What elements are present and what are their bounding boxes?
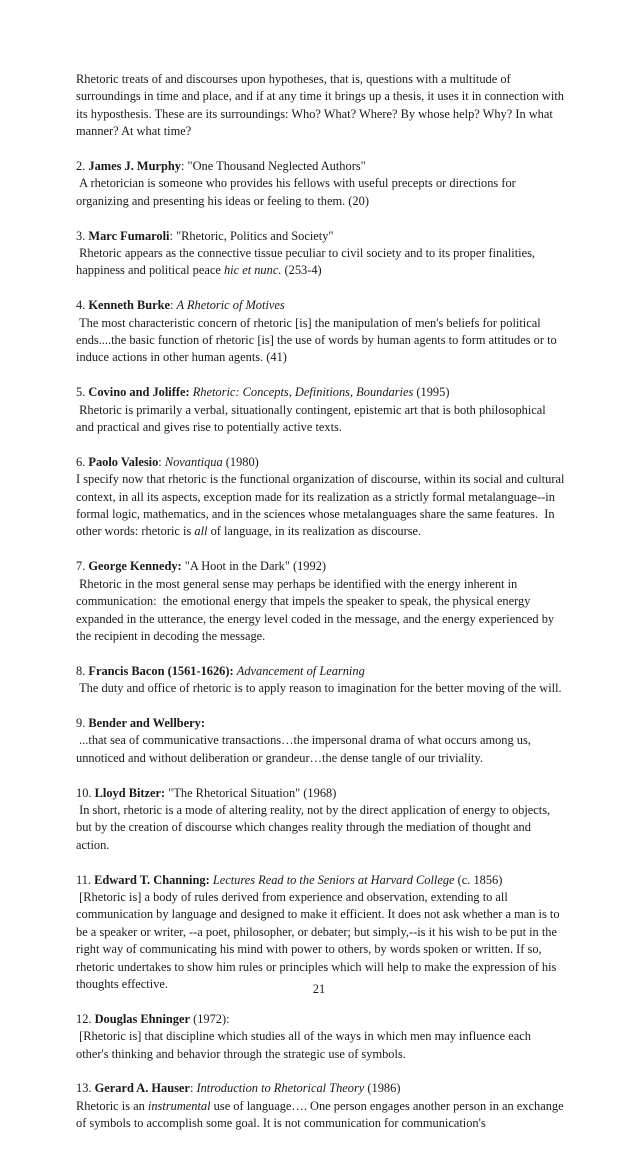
- entry-quote: In short, rhetoric is a mode of altering reality, not by the direct application of energy to objects, but by the creation of discourse which changes reality through the mediation of thought and action.: [76, 802, 554, 852]
- entry-fumaroli: [76, 228, 566, 280]
- entry-quote: [76, 245, 566, 280]
- entry-separator: :: [189, 1081, 197, 1096]
- entry-work-title: "A Hoot in the Dark": [184, 559, 290, 574]
- quote-emphasis: all: [194, 524, 208, 539]
- entry-heading: [76, 1011, 566, 1028]
- entry-date: (1972):: [193, 1011, 230, 1026]
- entry-author: Marc Fumaroli: [88, 228, 170, 243]
- entry-author: Bender and Wellbery:: [88, 715, 205, 730]
- entry-separator: :: [170, 298, 177, 313]
- entry-heading: [76, 384, 566, 401]
- entry-heading: [76, 715, 566, 732]
- entry-heading: [76, 454, 566, 471]
- entry-number: 3.: [76, 228, 86, 243]
- quote-text: Rhetoric is an: [76, 1098, 148, 1113]
- entry-quote: [76, 1098, 566, 1133]
- entry-kennedy: [76, 558, 566, 645]
- entry-date: (1995): [413, 385, 450, 400]
- entry-quote: [Rhetoric is] a body of rules derived from experience and observation, extending to all communication by language and designed to make it efficient. It does not ask whether a man is to be a speaker or writer, --a poet, philosopher, or debater; but simply,--is it his wish to be put in the right way of communicating his mind with power to others, by words spoken or written. If so, rhetoric undertakes to show him rules or principles which will help to make the expression of his thoughts effective.: [76, 889, 563, 991]
- entry-number: 4.: [76, 298, 86, 313]
- entry-author: Douglas Ehninger: [94, 1011, 190, 1026]
- entry-author: Gerard A. Hauser: [94, 1081, 190, 1096]
- entry-burke: [76, 297, 566, 367]
- quote-text: Rhetoric appears as the connective tissue peculiar to civil society and to its proper finalities, happiness and political peace: [76, 246, 539, 278]
- entry-quote: ...that sea of communicative transactions…the impersonal drama of what occurs among us, unnoticed and without deliberation or grandeur…the dense tangle of our triviality.: [76, 733, 534, 765]
- entry-number: 9.: [76, 715, 86, 730]
- entry-author: George Kennedy:: [88, 559, 182, 574]
- entry-quote: [76, 471, 566, 541]
- quote-text: of language, in its realization as discourse.: [207, 524, 422, 539]
- entry-number: 10.: [76, 785, 92, 800]
- entry-ehninger: [76, 1011, 566, 1063]
- page-number: 21: [312, 982, 326, 996]
- entry-work-title: Lectures Read to the Seniors at Harvard College: [212, 872, 455, 887]
- entry-work-title: Rhetoric: Concepts, Definitions, Boundaries: [192, 385, 414, 400]
- entry-valesio: [76, 454, 566, 541]
- entry-number: 8.: [76, 663, 86, 678]
- entry-number: 7.: [76, 559, 86, 574]
- entry-author: Paolo Valesio: [88, 454, 159, 469]
- entry-bitzer: [76, 785, 566, 855]
- entry-work-title: "One Thousand Neglected Authors": [187, 159, 366, 174]
- entry-work-title: A Rhetoric of Motives: [176, 298, 285, 313]
- entry-number: 6.: [76, 454, 86, 469]
- quote-text: use of language…. One person engages another person in an exchange of symbols to accomplish some goal. It is not communication for communication's: [76, 1098, 567, 1131]
- entry-work-title: "The Rhetorical Situation": [168, 785, 301, 800]
- entry-heading: [76, 158, 566, 175]
- quote-emphasis: instrumental: [147, 1098, 211, 1113]
- quote-text: I specify now that rhetoric is the functional organization of discourse, within its social and cultural context, in all its aspects, exception made for its realization as a strictly formal metalanguage--in formal logic, mathematics, and in the sciences whose metalanguages share the same features. In other words: rhetoric is: [76, 472, 568, 539]
- entry-separator: :: [158, 454, 165, 469]
- entry-author: James J. Murphy: [88, 159, 181, 174]
- intro-text: Rhetoric treats of and discourses upon hypotheses, that is, questions with a multitude of surroundings in time and place, and if at any time it brings up a thesis, it uses it in connection with its hyposthesis. These are its surroundings: Who? What? Where? By whose help? Why? In what manner? At what time?: [76, 72, 568, 139]
- entry-author: Edward T. Channing:: [94, 872, 210, 887]
- entry-quote: A rhetorician is someone who provides his fellows with useful precepts or directions for organizing and presenting his ideas or feeling to them. (20): [76, 176, 519, 208]
- entry-work-title: Novantiqua: [164, 454, 223, 469]
- entry-heading: [76, 1080, 566, 1097]
- quote-emphasis: hic et nunc.: [223, 263, 282, 278]
- entry-number: 11.: [76, 872, 92, 887]
- entry-author: Francis Bacon (1561-1626):: [88, 663, 234, 678]
- entry-number: 5.: [76, 385, 86, 400]
- entry-heading: [76, 228, 566, 245]
- entry-number: 2.: [76, 159, 86, 174]
- entry-quote: The duty and office of rhetoric is to apply reason to imagination for the better moving of the will.: [76, 681, 562, 696]
- entry-author: Lloyd Bitzer:: [94, 785, 166, 800]
- entry-date: (c. 1856): [454, 872, 503, 887]
- entry-channing: [76, 872, 566, 994]
- entry-number: 12.: [76, 1011, 92, 1026]
- entry-date: (1980): [222, 454, 259, 469]
- entry-work-title: "Rhetoric, Politics and Society": [176, 228, 334, 243]
- entry-heading: [76, 663, 566, 680]
- entry-heading: [76, 558, 566, 575]
- entry-date: (1986): [364, 1081, 401, 1096]
- entry-heading: [76, 785, 566, 802]
- entry-bender-wellbery: [76, 715, 566, 767]
- entry-separator: :: [169, 228, 177, 243]
- quote-text: (253-4): [281, 263, 322, 278]
- entry-quote: Rhetoric is primarily a verbal, situationally contingent, epistemic art that is both philosophical and practical and gives rise to potentially active texts.: [76, 402, 549, 435]
- entry-author: Kenneth Burke: [88, 298, 170, 313]
- entry-date: (1968): [300, 785, 337, 800]
- entry-work-title: Advancement of Learning: [236, 663, 365, 678]
- entry-covino-joliffe: [76, 384, 566, 436]
- entry-date: (1992): [289, 559, 327, 574]
- entry-murphy: [76, 158, 566, 210]
- entry-number: 13.: [76, 1081, 92, 1096]
- entry-quote: Rhetoric in the most general sense may perhaps be identified with the energy inherent in communication: the emotional energy that impels the speaker to speak, the physical energy expanded in the utterance, the energy level coded in the message, and the energy experienced by the recipient in decoding the message.: [76, 576, 558, 643]
- entry-heading: [76, 297, 566, 314]
- entry-bacon: [76, 663, 566, 698]
- entry-hauser: [76, 1080, 566, 1132]
- entry-author: Covino and Joliffe:: [88, 385, 190, 400]
- entry-heading: [76, 872, 566, 889]
- entry-work-title: Introduction to Rhetorical Theory: [196, 1081, 365, 1096]
- entry-separator: :: [181, 159, 188, 174]
- entry-quote: [Rhetoric is] that discipline which studies all of the ways in which men may influence each other's thinking and behavior through the strategic use of symbols.: [76, 1029, 535, 1061]
- entry-quote: The most characteristic concern of rhetoric [is] the manipulation of men's beliefs for political ends....the basic function of rhetoric [is] the use of words by human agents to form attitudes or to induce actions in other human agents. (41): [76, 315, 560, 365]
- intro-paragraph: [76, 71, 566, 141]
